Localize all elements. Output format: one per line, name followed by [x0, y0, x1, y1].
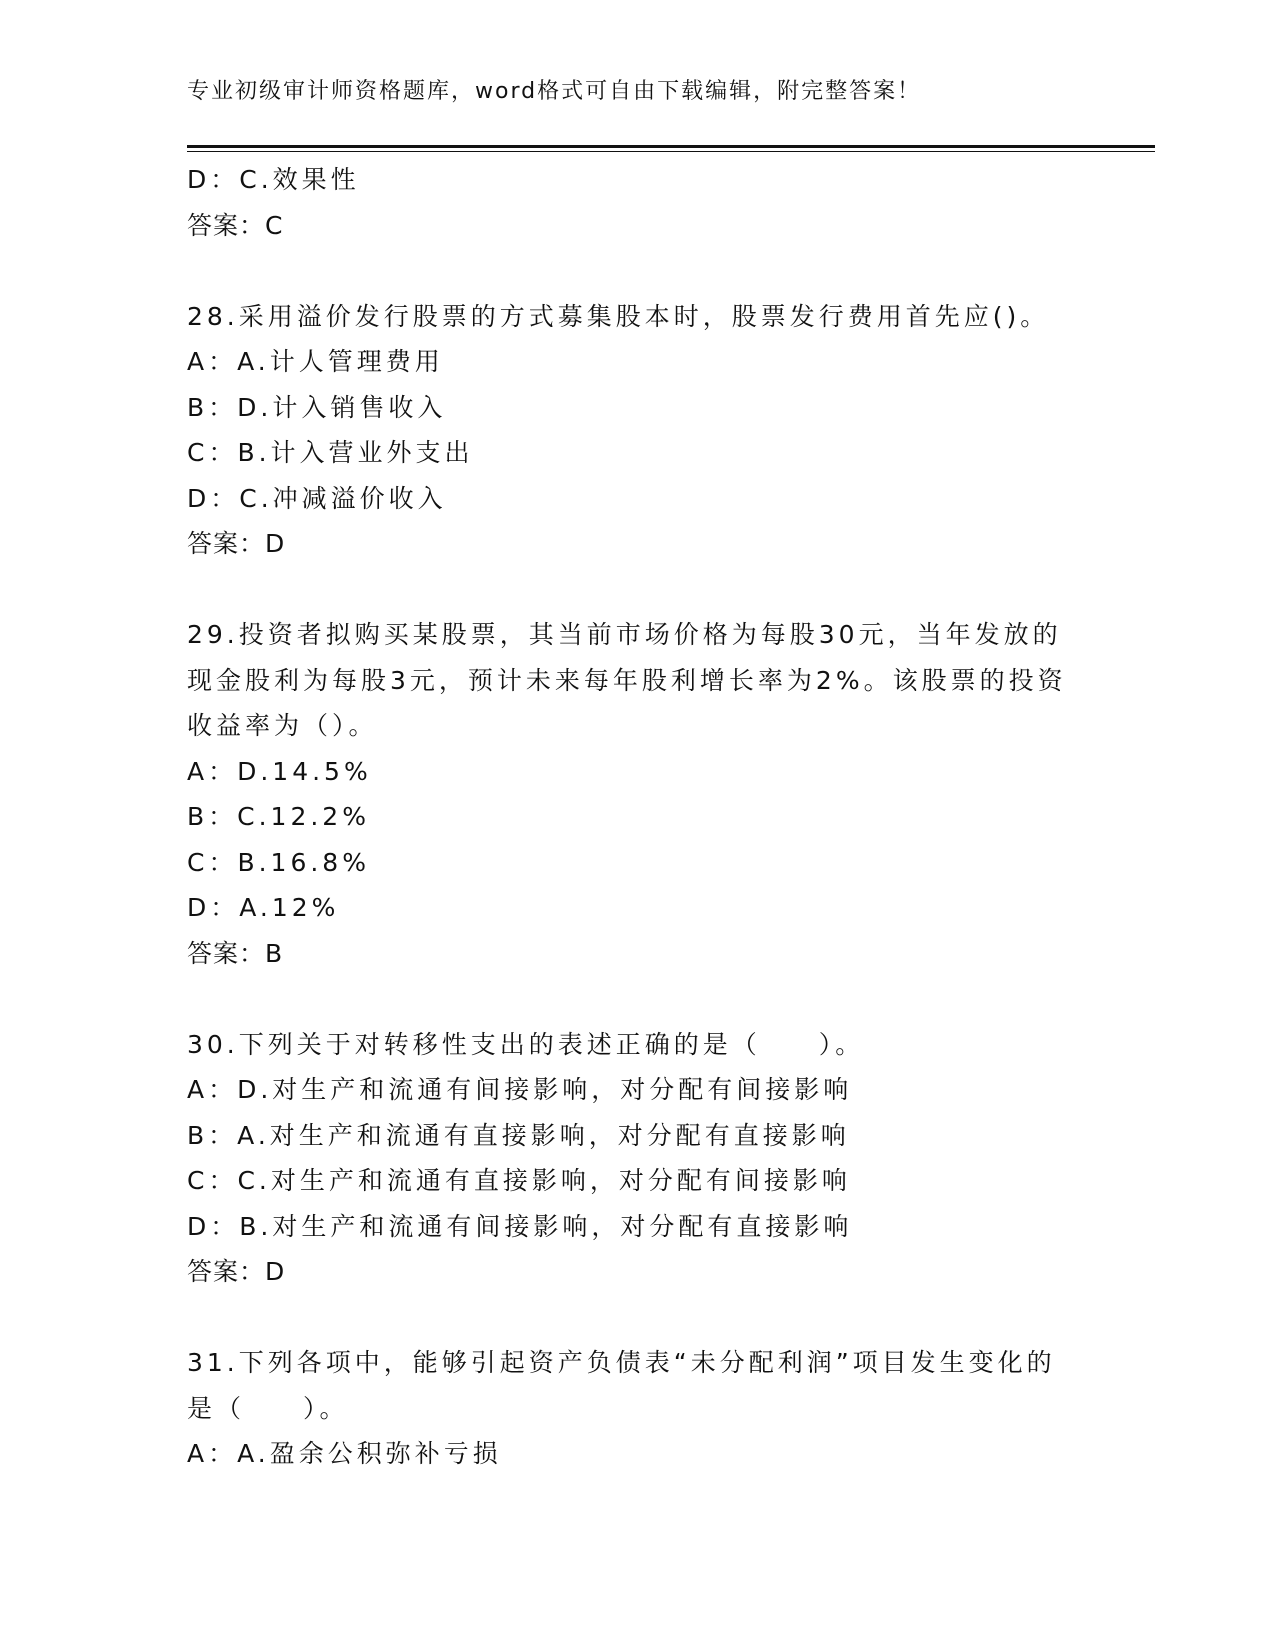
option-line: A：A.盈余公积弥补亏损 — [187, 1439, 502, 1468]
question-text: 30.下列关于对转移性支出的表述正确的是（ ）。 — [187, 1029, 865, 1059]
spacer — [187, 976, 1107, 1022]
answer-line: 答案：D — [187, 1257, 286, 1286]
option-line: D：C.冲减溢价收入 — [187, 483, 447, 513]
question-31 — [187, 1340, 1107, 1477]
header-rule-thin — [187, 151, 1155, 152]
option-line: A：D.14.5% — [187, 756, 372, 786]
option-line: B：D.计入销售收入 — [187, 392, 447, 422]
option-line: B：C.12.2% — [187, 802, 370, 831]
page-header: 专业初级审计师资格题库，word格式可自由下载编辑，附完整答案！ — [187, 79, 922, 104]
question-text: 28.采用溢价发行股票的方式募集股本时，股票发行费用首先应()。 — [187, 301, 1050, 331]
spacer — [187, 567, 1107, 613]
question-text: 收益率为（）。 — [187, 711, 378, 740]
option-line: D：A.12% — [187, 893, 340, 922]
spacer — [187, 1295, 1107, 1341]
answer-line: 答案：D — [187, 529, 286, 558]
question-content — [187, 157, 1107, 1477]
question-28 — [187, 294, 1107, 567]
header-rule-thick — [187, 145, 1155, 148]
option-line: A：D.对生产和流通有间接影响，对分配有间接影响 — [187, 1075, 853, 1104]
option-line: D：B.对生产和流通有间接影响，对分配有直接影响 — [187, 1211, 853, 1241]
question-text: 29.投资者拟购买某股票，其当前市场价格为每股30元，当年发放的 — [187, 620, 1062, 649]
answer-line: 答案：C — [187, 210, 284, 240]
option-line: C：C.对生产和流通有直接影响，对分配有间接影响 — [187, 1166, 851, 1195]
option-line: A：A.计人管理费用 — [187, 347, 444, 376]
question-text: 31.下列各项中，能够引起资产负债表“未分配利润”项目发生变化的 — [187, 1348, 1056, 1377]
option-line: C：B.16.8% — [187, 847, 370, 877]
spacer — [187, 248, 1107, 294]
option-line: D：C.效果性 — [187, 165, 360, 194]
question-29 — [187, 612, 1107, 976]
question-text: 是（ ）。 — [187, 1393, 349, 1423]
question-text: 现金股利为每股3元，预计未来每年股利增长率为2%。该股票的投资 — [187, 665, 1067, 695]
answer-line: 答案：B — [187, 938, 284, 968]
question-30 — [187, 1022, 1107, 1295]
option-line: B：A.对生产和流通有直接影响，对分配有直接影响 — [187, 1120, 850, 1150]
option-line: C：B.计入营业外支出 — [187, 438, 474, 467]
